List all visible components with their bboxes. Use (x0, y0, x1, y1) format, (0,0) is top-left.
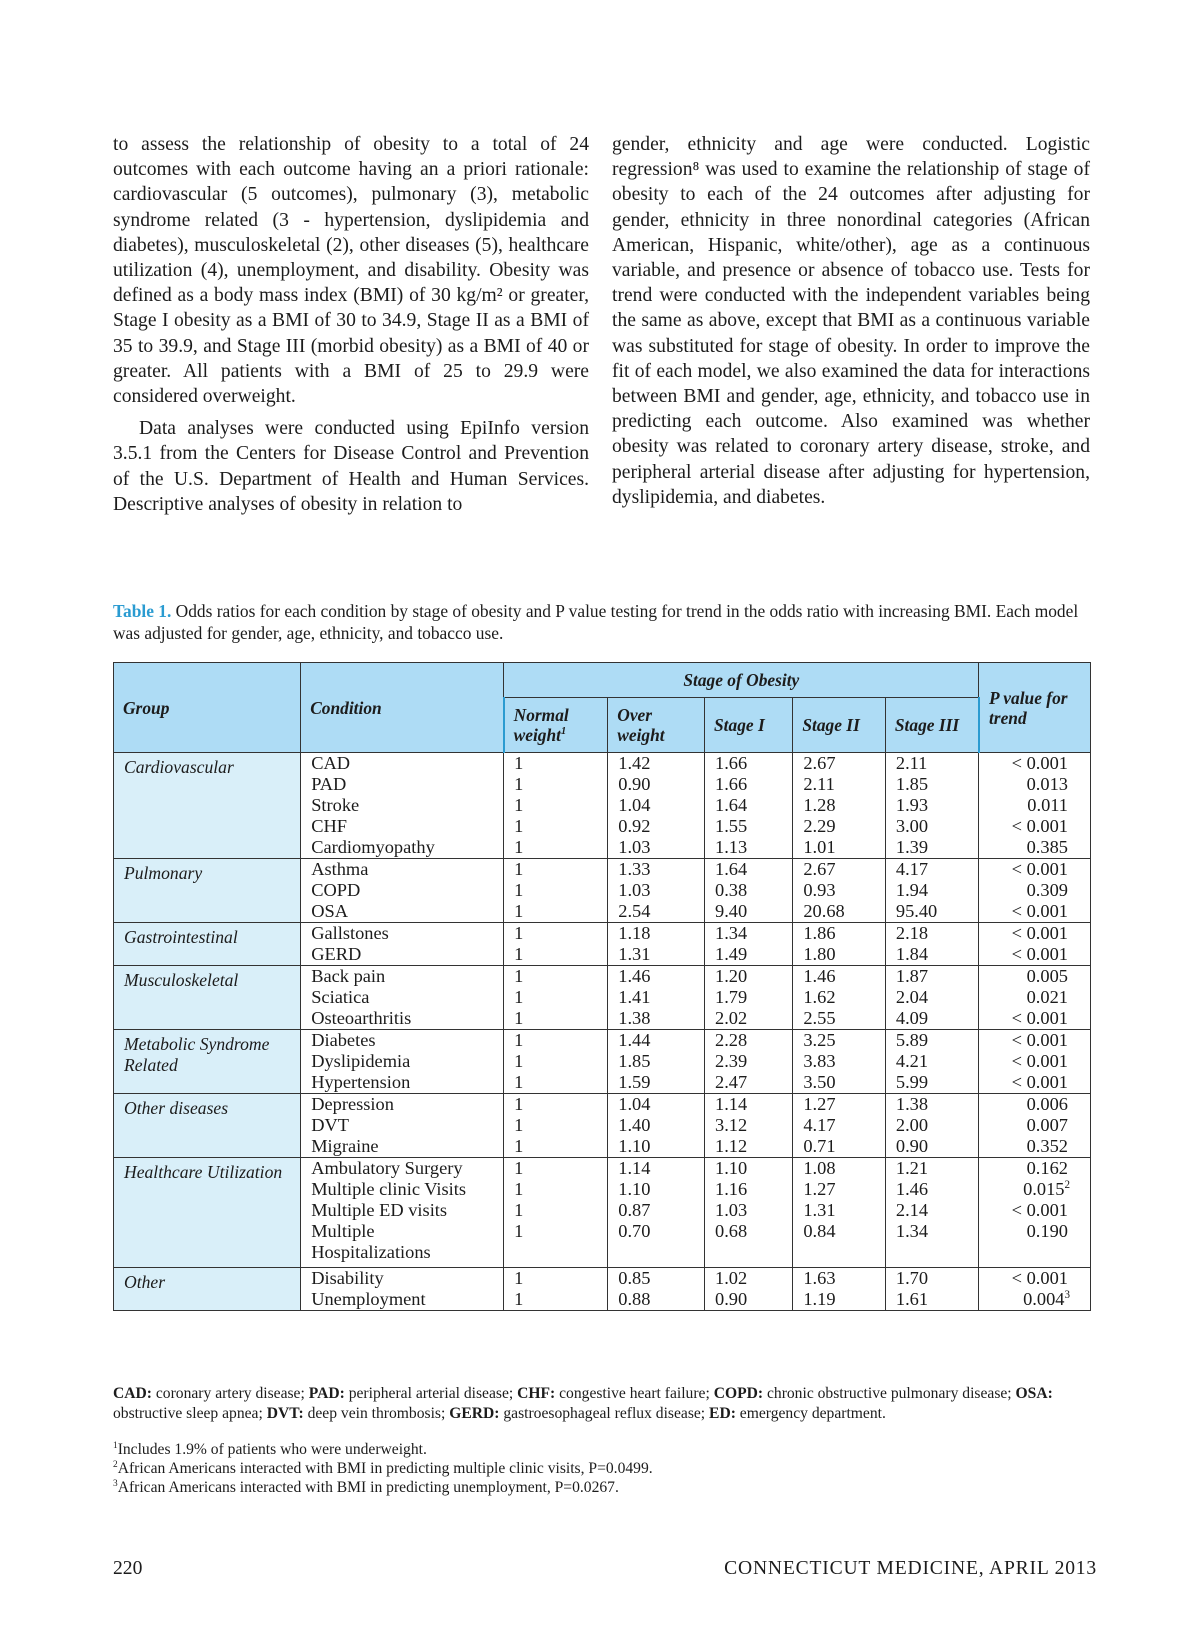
stage2-cell: 1.86 (793, 923, 886, 945)
condition-cell: Sciatica (301, 987, 504, 1008)
abbreviation-key: ED: (709, 1405, 736, 1422)
footnote-marker: 3 (1064, 1288, 1070, 1301)
stage3-cell: 2.14 (885, 1200, 979, 1221)
p-value-cell: 0.385 (979, 837, 1091, 859)
p-value-cell: 0.007 (979, 1115, 1091, 1136)
footnote-marker: 1 (113, 1440, 118, 1451)
condition-cell: PAD (301, 774, 504, 795)
condition-cell: DVT (301, 1115, 504, 1136)
condition-cell: CHF (301, 816, 504, 837)
condition-cell: Multiple Hospitalizations (301, 1221, 504, 1268)
stage3-cell: 1.93 (885, 795, 979, 816)
group-cell: Healthcare Utilization (114, 1158, 301, 1268)
overweight-cell: 1.14 (608, 1158, 705, 1180)
stage3-cell: 4.17 (885, 859, 979, 881)
overweight-cell: 0.87 (608, 1200, 705, 1221)
stage3-cell: 1.85 (885, 774, 979, 795)
stage2-cell: 1.63 (793, 1268, 886, 1290)
header-group: Group (114, 663, 301, 753)
header-stage-2: Stage II (793, 698, 886, 753)
p-value-cell: < 0.001 (979, 1268, 1091, 1290)
condition-cell: Stroke (301, 795, 504, 816)
journal-footer: CONNECTICUT MEDICINE, APRIL 2013 (724, 1558, 1097, 1579)
stage3-cell: 1.94 (885, 880, 979, 901)
stage3-cell: 4.21 (885, 1051, 979, 1072)
stage1-cell: 1.64 (705, 859, 793, 881)
table-row (114, 1158, 1091, 1180)
normal-cell: 1 (504, 923, 608, 945)
normal-cell: 1 (504, 859, 608, 881)
condition-cell: CAD (301, 753, 504, 775)
normal-cell: 1 (504, 1094, 608, 1116)
body-paragraph: gender, ethnicity and age were conducted. Logistic regression⁸ was used to examine the relationship of stage of obesity to each of the 24 outcomes after adjusting for gender, ethnicity in three nonordinal categories (African American, Hispanic, white/other), age as a continuous variable, and presence or absence of tobacco use. Tests for trend were conducted with the independent variables being the same as above, except that BMI as a continuous variable was substituted for stage of obesity. In order to improve the fit of each model, we also examined the data for interactions between BMI and gender, age, ethnicity, and tobacco use in predicting each outcome. Also examined was whether obesity was related to coronary artery disease, stroke, and peripheral arterial disease after adjusting for hypertension, dyslipidemia, and diabetes. (612, 134, 1090, 508)
group-cell: Other diseases (114, 1094, 301, 1158)
header-stage-1: Stage I (705, 698, 793, 753)
stage2-cell: 3.83 (793, 1051, 886, 1072)
normal-cell: 1 (504, 1051, 608, 1072)
group-cell: Other (114, 1268, 301, 1311)
abbreviation-key: CHF: (517, 1385, 556, 1402)
abbreviation-definition: gastroesophageal reflux disease; (499, 1405, 710, 1422)
odds-ratio-table (113, 662, 1091, 1311)
table-row (114, 923, 1091, 945)
normal-cell: 1 (504, 1136, 608, 1158)
overweight-cell: 1.18 (608, 923, 705, 945)
p-value-cell: 0.309 (979, 880, 1091, 901)
stage3-cell: 0.90 (885, 1136, 979, 1158)
condition-cell: Gallstones (301, 923, 504, 945)
condition-cell: Back pain (301, 966, 504, 988)
body-paragraph: to assess the relationship of obesity to a total of 24 outcomes with each outcome having an a priori rationale: cardiovascular (5 outcomes), pulmonary (3), metabolic syndrome related (3 - hypertension, dyslipidemia and diabetes), musculoskeletal (2), other diseases (5), healthcare utilization (4), unemployment, and disability. Obesity was defined as a body mass index (BMI) of 30 kg/m² or greater, Stage I obesity as a BMI of 30 to 34.9, Stage II as a BMI of 35 to 39.9, and Stage III (morbid obesity) as a BMI of 40 or greater. All patients with a BMI of 25 to 29.9 were considered overweight. (113, 134, 589, 408)
header-overweight: Over weight (608, 698, 705, 753)
p-value-cell: 0.005 (979, 966, 1091, 988)
table-row (114, 1094, 1091, 1116)
stage2-cell: 4.17 (793, 1115, 886, 1136)
normal-cell: 1 (504, 1158, 608, 1180)
p-value-cell: 0.352 (979, 1136, 1091, 1158)
stage1-cell: 0.68 (705, 1221, 793, 1268)
table-row (114, 753, 1091, 775)
footnote: $^1$Includes 1.9% of patients who were underweight. (113, 1440, 427, 1458)
stage2-cell: 1.46 (793, 966, 886, 988)
header-condition: Condition (301, 663, 504, 753)
stage3-cell: 1.70 (885, 1268, 979, 1290)
stage3-cell: 5.89 (885, 1030, 979, 1052)
condition-cell: Osteoarthritis (301, 1008, 504, 1030)
footnotes (113, 1440, 1103, 1497)
p-value-cell: < 0.001 (979, 901, 1091, 923)
stage2-cell: 0.84 (793, 1221, 886, 1268)
p-value-cell: 0.013 (979, 774, 1091, 795)
footnote-marker: 2 (113, 1459, 118, 1470)
stage3-cell: 1.38 (885, 1094, 979, 1116)
stage3-cell: 3.00 (885, 816, 979, 837)
stage2-cell: 20.68 (793, 901, 886, 923)
stage1-cell: 1.13 (705, 837, 793, 859)
overweight-cell: 1.85 (608, 1051, 705, 1072)
stage1-cell: 1.64 (705, 795, 793, 816)
condition-cell: Asthma (301, 859, 504, 881)
stage2-cell: 3.50 (793, 1072, 886, 1094)
overweight-cell: 1.33 (608, 859, 705, 881)
stage3-cell: 2.11 (885, 753, 979, 775)
normal-cell: 1 (504, 944, 608, 966)
abbreviation-key: GERD: (449, 1405, 500, 1422)
stage3-cell: 1.46 (885, 1179, 979, 1200)
stage2-cell: 1.28 (793, 795, 886, 816)
normal-cell: 1 (504, 1289, 608, 1311)
stage1-cell: 2.02 (705, 1008, 793, 1030)
header-stage-3: Stage III (885, 698, 979, 753)
p-value-cell: < 0.001 (979, 944, 1091, 966)
p-value-cell: 0.190 (979, 1221, 1091, 1268)
stage2-cell: 2.67 (793, 859, 886, 881)
p-value-cell: < 0.001 (979, 1200, 1091, 1221)
stage3-cell: 1.87 (885, 966, 979, 988)
abbreviation-key: COPD: (713, 1385, 764, 1402)
stage2-cell: 1.19 (793, 1289, 886, 1311)
stage1-cell: 1.10 (705, 1158, 793, 1180)
overweight-cell: 1.59 (608, 1072, 705, 1094)
group-cell: Metabolic Syndrome Related (114, 1030, 301, 1094)
group-cell: Musculoskeletal (114, 966, 301, 1030)
stage3-cell: 1.21 (885, 1158, 979, 1180)
stage2-cell: 2.29 (793, 816, 886, 837)
condition-cell: Hypertension (301, 1072, 504, 1094)
page-number: 220 (113, 1558, 143, 1579)
stage2-cell: 0.71 (793, 1136, 886, 1158)
stage2-cell: 2.67 (793, 753, 886, 775)
condition-cell: Cardiomyopathy (301, 837, 504, 859)
group-cell: Pulmonary (114, 859, 301, 923)
normal-cell: 1 (504, 1030, 608, 1052)
body-paragraph: Data analyses were conducted using EpiInfo version 3.5.1 from the Centers for Disease Control and Prevention of the U.S. Department of Health and Human Services. Descriptive analyses of obesity in relation to (113, 418, 589, 515)
p-value-cell: < 0.001 (979, 1030, 1091, 1052)
stage1-cell: 2.47 (705, 1072, 793, 1094)
p-value-cell: < 0.001 (979, 923, 1091, 945)
normal-cell: 1 (504, 795, 608, 816)
table-body (114, 753, 1091, 1311)
p-value-cell: 0.004$^3$ (979, 1289, 1091, 1311)
overweight-cell: 1.10 (608, 1179, 705, 1200)
overweight-cell: 1.42 (608, 753, 705, 775)
condition-cell: Disability (301, 1268, 504, 1290)
abbreviation-key: PAD: (308, 1385, 345, 1402)
condition-cell: GERD (301, 944, 504, 966)
condition-cell: Dyslipidemia (301, 1051, 504, 1072)
group-cell: Gastrointestinal (114, 923, 301, 966)
condition-cell: Ambulatory Surgery (301, 1158, 504, 1180)
stage2-cell: 1.80 (793, 944, 886, 966)
overweight-cell: 1.38 (608, 1008, 705, 1030)
stage2-cell: 0.93 (793, 880, 886, 901)
stage3-cell: 95.40 (885, 901, 979, 923)
abbreviation-definition: peripheral arterial disease; (344, 1385, 518, 1402)
stage1-cell: 1.12 (705, 1136, 793, 1158)
stage1-cell: 1.20 (705, 966, 793, 988)
normal-cell: 1 (504, 966, 608, 988)
stage3-cell: 4.09 (885, 1008, 979, 1030)
group-cell: Cardiovascular (114, 753, 301, 859)
stage2-cell: 1.27 (793, 1179, 886, 1200)
condition-cell: Multiple clinic Visits (301, 1179, 504, 1200)
footnote-marker: 3 (113, 1478, 118, 1489)
normal-cell: 1 (504, 753, 608, 775)
normal-cell: 1 (504, 1268, 608, 1290)
stage1-cell: 1.02 (705, 1268, 793, 1290)
stage1-cell: 1.66 (705, 753, 793, 775)
stage1-cell: 1.55 (705, 816, 793, 837)
p-value-cell: 0.011 (979, 795, 1091, 816)
stage3-cell: 1.34 (885, 1221, 979, 1268)
stage3-cell: 2.04 (885, 987, 979, 1008)
p-value-cell: < 0.001 (979, 1008, 1091, 1030)
body-column-left (113, 132, 589, 517)
abbreviation-key: CAD: (113, 1385, 152, 1402)
p-value-cell: < 0.001 (979, 1072, 1091, 1094)
overweight-cell: 0.92 (608, 816, 705, 837)
stage1-cell: 9.40 (705, 901, 793, 923)
stage2-cell: 1.62 (793, 987, 886, 1008)
normal-cell: 1 (504, 901, 608, 923)
normal-cell: 1 (504, 1200, 608, 1221)
table-caption-label: Table 1. (113, 601, 172, 621)
header-stage-of-obesity: Stage of Obesity (504, 663, 979, 698)
normal-cell: 1 (504, 1072, 608, 1094)
condition-cell: COPD (301, 880, 504, 901)
overweight-cell: 0.85 (608, 1268, 705, 1290)
normal-cell: 1 (504, 837, 608, 859)
stage2-cell: 1.08 (793, 1158, 886, 1180)
p-value-cell: 0.015$^2$ (979, 1179, 1091, 1200)
p-value-cell: < 0.001 (979, 816, 1091, 837)
stage1-cell: 3.12 (705, 1115, 793, 1136)
p-value-cell: 0.162 (979, 1158, 1091, 1180)
abbreviation-definition: coronary artery disease; (151, 1385, 309, 1402)
normal-cell: 1 (504, 987, 608, 1008)
footnote: $^3$African Americans interacted with BMI in predicting unemployment, P=0.0267. (113, 1478, 619, 1496)
condition-cell: Unemployment (301, 1289, 504, 1311)
header-p-value: P value for trend (979, 663, 1091, 753)
normal-cell: 1 (504, 816, 608, 837)
table-row (114, 1268, 1091, 1290)
stage2-cell: 2.11 (793, 774, 886, 795)
abbreviations (113, 1384, 1103, 1424)
overweight-cell: 2.54 (608, 901, 705, 923)
stage2-cell: 3.25 (793, 1030, 886, 1052)
abbreviation-definition: chronic obstructive pulmonary disease; (763, 1385, 1016, 1402)
overweight-cell: 1.03 (608, 880, 705, 901)
stage1-cell: 2.39 (705, 1051, 793, 1072)
p-value-cell: < 0.001 (979, 1051, 1091, 1072)
stage1-cell: 0.90 (705, 1289, 793, 1311)
normal-cell: 1 (504, 774, 608, 795)
stage2-cell: 1.27 (793, 1094, 886, 1116)
stage1-cell: 1.49 (705, 944, 793, 966)
stage2-cell: 1.01 (793, 837, 886, 859)
stage1-cell: 1.34 (705, 923, 793, 945)
table-row (114, 1030, 1091, 1052)
overweight-cell: 1.04 (608, 1094, 705, 1116)
stage3-cell: 2.00 (885, 1115, 979, 1136)
table-caption-text: Odds ratios for each condition by stage of obesity and P value testing for trend in the odds ratio with increasing BMI. Each model was adjusted for gender, age, ethnicity, and tobacco use. (113, 601, 1079, 643)
abbreviation-definition: emergency department. (735, 1405, 886, 1422)
abbreviation-definition: deep vein thrombosis; (303, 1405, 450, 1422)
stage2-cell: 2.55 (793, 1008, 886, 1030)
p-value-cell: 0.006 (979, 1094, 1091, 1116)
overweight-cell: 1.03 (608, 837, 705, 859)
footnote-marker: 2 (1064, 1178, 1070, 1191)
stage3-cell: 2.18 (885, 923, 979, 945)
stage1-cell: 1.66 (705, 774, 793, 795)
table-caption (113, 600, 1093, 644)
abbreviation-definition: obstructive sleep apnea; (113, 1405, 267, 1422)
stage1-cell: 1.14 (705, 1094, 793, 1116)
stage3-cell: 1.61 (885, 1289, 979, 1311)
condition-cell: Migraine (301, 1136, 504, 1158)
stage1-cell: 1.79 (705, 987, 793, 1008)
stage1-cell: 1.03 (705, 1200, 793, 1221)
table-row (114, 859, 1091, 881)
normal-cell: 1 (504, 880, 608, 901)
condition-cell: Diabetes (301, 1030, 504, 1052)
p-value-cell: 0.021 (979, 987, 1091, 1008)
body-column-right (612, 132, 1090, 510)
overweight-cell: 1.40 (608, 1115, 705, 1136)
stage1-cell: 0.38 (705, 880, 793, 901)
overweight-cell: 1.31 (608, 944, 705, 966)
footnote-marker: 1 (561, 726, 567, 738)
normal-cell: 1 (504, 1179, 608, 1200)
condition-cell: Multiple ED visits (301, 1200, 504, 1221)
condition-cell: Depression (301, 1094, 504, 1116)
p-value-cell: < 0.001 (979, 753, 1091, 775)
overweight-cell: 1.46 (608, 966, 705, 988)
overweight-cell: 0.90 (608, 774, 705, 795)
overweight-cell: 0.70 (608, 1221, 705, 1268)
abbreviation-key: DVT: (266, 1405, 304, 1422)
p-value-cell: < 0.001 (979, 859, 1091, 881)
condition-cell: OSA (301, 901, 504, 923)
stage3-cell: 1.84 (885, 944, 979, 966)
stage1-cell: 1.16 (705, 1179, 793, 1200)
stage3-cell: 1.39 (885, 837, 979, 859)
overweight-cell: 0.88 (608, 1289, 705, 1311)
overweight-cell: 1.10 (608, 1136, 705, 1158)
normal-cell: 1 (504, 1221, 608, 1268)
abbreviation-key: OSA: (1015, 1385, 1053, 1402)
stage1-cell: 2.28 (705, 1030, 793, 1052)
abbreviation-definition: congestive heart failure; (555, 1385, 714, 1402)
header-normal-weight: Normal weight$^1$ (504, 698, 608, 753)
overweight-cell: 1.04 (608, 795, 705, 816)
normal-cell: 1 (504, 1115, 608, 1136)
overweight-cell: 1.41 (608, 987, 705, 1008)
table-row (114, 966, 1091, 988)
normal-cell: 1 (504, 1008, 608, 1030)
stage2-cell: 1.31 (793, 1200, 886, 1221)
overweight-cell: 1.44 (608, 1030, 705, 1052)
footnote: $^2$African Americans interacted with BMI in predicting multiple clinic visits, P=0.0499. (113, 1459, 653, 1477)
stage3-cell: 5.99 (885, 1072, 979, 1094)
